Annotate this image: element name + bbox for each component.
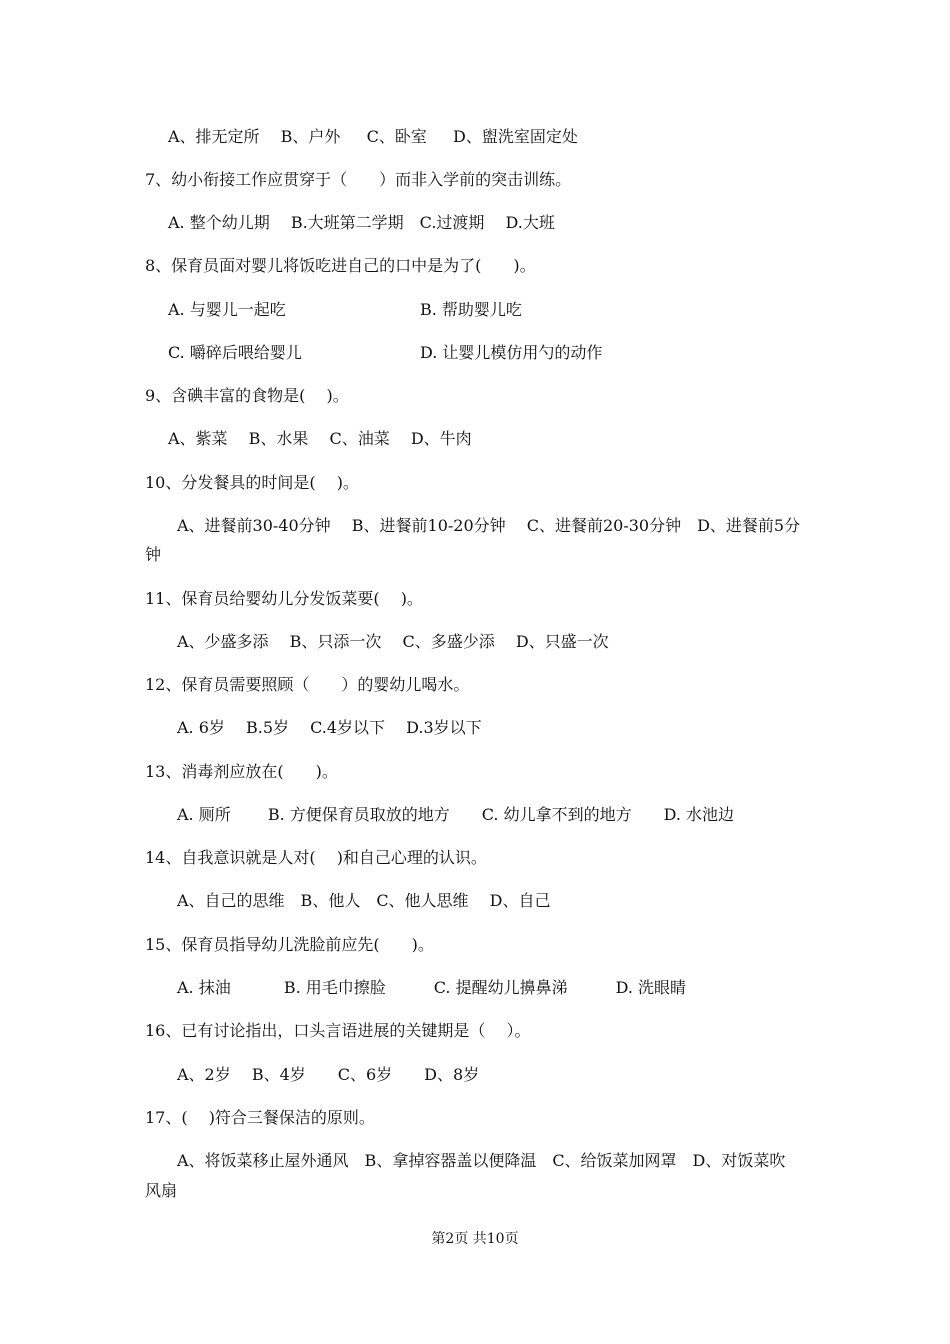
question-8: 8、保育员面对婴儿将饭吃进自己的口中是为了( )。 xyxy=(145,256,536,275)
question-16: 16、已有讨论指出，口头言语进展的关键期是（ ）。 xyxy=(145,1021,531,1040)
question-15: 15、保育员指导幼儿洗脸前应先( )。 xyxy=(145,935,434,954)
q10-options: A、进餐前30-40分钟 B、进餐前10-20分钟 C、进餐前20-30分钟 D、进餐前5分 xyxy=(177,516,801,535)
q14-options: A、自己的思维 B、他人 C、他人思维 D、自己 xyxy=(177,891,551,910)
q7-options: A. 整个幼儿期 B.大班第二学期 C.过渡期 D.大班 xyxy=(168,213,555,232)
question-14: 14、自我意识就是人对( )和自己心理的认识。 xyxy=(145,848,487,867)
q8-option-a: A. 与婴儿一起吃 xyxy=(168,300,286,319)
q8-option-d: D. 让婴儿模仿用勺的动作 xyxy=(420,343,603,362)
q17-options: A、将饭菜移止屋外通风 B、拿掉容器盖以便降温 C、给饭菜加网罩 D、对饭菜吹 xyxy=(177,1151,786,1170)
q6-options: A、排无定所 B、户外 C、卧室 D、盥洗室固定处 xyxy=(168,127,578,146)
question-7: 7、幼小衔接工作应贯穿于（ ）而非入学前的突击训练。 xyxy=(145,170,572,189)
question-10: 10、分发餐具的时间是( )。 xyxy=(145,473,359,492)
q15-options: A. 抹油 B. 用毛巾擦脸 C. 提醒幼儿擤鼻涕 D. 洗眼睛 xyxy=(177,978,687,997)
q8-option-b: B. 帮助婴儿吃 xyxy=(420,300,522,319)
question-12: 12、保育员需要照顾（ ）的婴幼儿喝水。 xyxy=(145,675,470,694)
q16-options: A、2岁 B、4岁 C、6岁 D、8岁 xyxy=(177,1065,480,1084)
page-footer: 第2页 共10页 xyxy=(431,1231,519,1247)
q10-options-continued: 钟 xyxy=(145,545,162,564)
q9-options: A、紫菜 B、水果 C、油菜 D、牛肉 xyxy=(168,429,472,448)
question-17: 17、( )符合三餐保洁的原则。 xyxy=(145,1108,375,1127)
q17-options-continued: 风扇 xyxy=(145,1181,178,1200)
q8-option-c: C. 嚼碎后喂给婴儿 xyxy=(168,343,302,362)
question-9: 9、含碘丰富的食物是( )。 xyxy=(145,386,349,405)
q11-options: A、少盛多添 B、只添一次 C、多盛少添 D、只盛一次 xyxy=(177,632,609,651)
q13-options: A. 厕所 B. 方便保育员取放的地方 C. 幼儿拿不到的地方 D. 水池边 xyxy=(177,805,735,824)
question-13: 13、消毒剂应放在( )。 xyxy=(145,762,338,781)
question-11: 11、保育员给婴幼儿分发饭菜要( )。 xyxy=(145,589,423,608)
q12-options: A. 6岁 B.5岁 C.4岁以下 D.3岁以下 xyxy=(177,718,482,737)
